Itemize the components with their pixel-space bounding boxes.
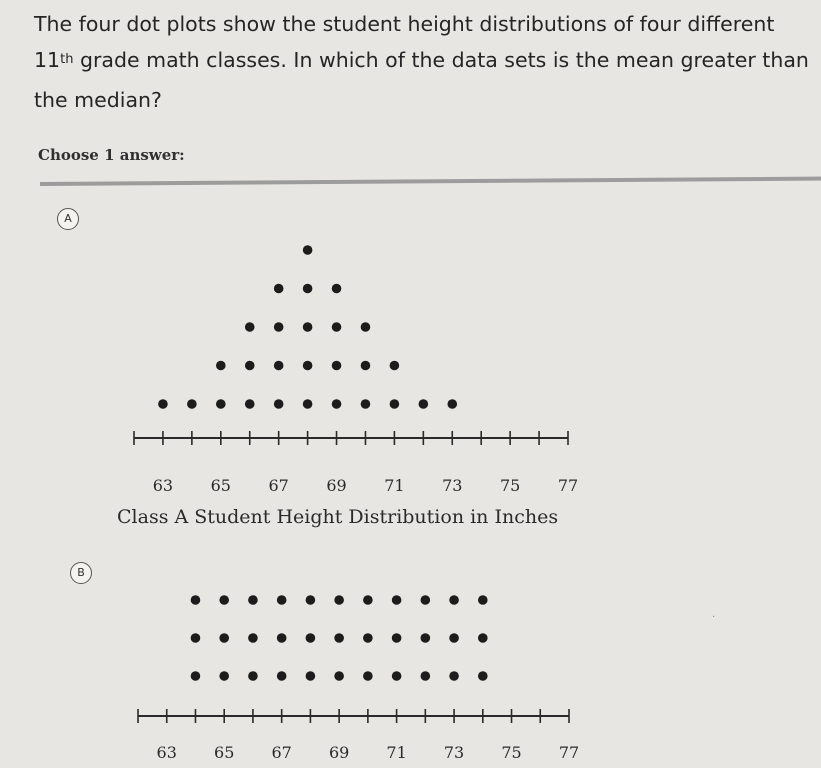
dot-b-x68-2 [306,633,316,643]
dot-b-x64-2 [191,633,201,643]
screen-smudge: ‧ [712,612,716,623]
choose-label: Choose 1 answer: [38,146,185,164]
dot-b-x68-3 [306,595,316,605]
choice-a-letter[interactable]: A [57,208,79,230]
tick-label-a: 75 [499,476,521,495]
dot-b-x66-1 [248,671,258,681]
dot-b-x73-3 [449,595,459,605]
dot-b-x71-1 [392,671,402,681]
dot-b-x70-1 [363,671,373,681]
dot-b-x71-2 [392,633,402,643]
dot-b-x72-3 [421,595,431,605]
question-line-3: the median? [34,88,162,112]
dot-b-x66-3 [248,595,258,605]
dot-b-x68-1 [306,671,316,681]
tick-label-a: 65 [210,476,231,495]
tick-label-a: 73 [442,476,463,495]
question-line-2-rest: grade math classes. In which of the data sets is the mean greater than [73,48,809,72]
dot-b-x70-3 [363,595,373,605]
tick-label-a: 67 [268,476,289,495]
tick-label-a: 71 [384,476,405,495]
tick-label-b: 71 [386,743,407,762]
dot-b-x73-2 [449,633,459,643]
dot-b-x65-3 [219,595,229,605]
tick-label-b: 69 [328,743,350,762]
chart-title-a: Class A Student Height Distribution in Inches [117,506,559,528]
dot-b-x67-3 [277,595,287,605]
grade-suffix: th [60,52,74,67]
tick-label-a: 69 [326,476,347,495]
grade-number: 11 [34,48,61,72]
question-line-1: The four dot plots show the student height distributions of four different [34,12,775,36]
dot-b-x66-2 [248,633,258,643]
dot-b-x69-2 [334,633,344,643]
tick-label-b: 63 [156,743,177,762]
dot-b-x67-2 [277,633,287,643]
tick-label-b: 73 [443,743,465,762]
tick-label-b: 67 [271,743,292,762]
tick-label-b: 77 [558,743,580,762]
dot-b-x74-3 [478,595,488,605]
dot-b-x64-3 [191,595,201,605]
tick-label-a: 63 [152,476,174,495]
dot-b-x67-1 [277,671,287,681]
dot-b-x69-1 [334,671,344,681]
dot-b-x72-1 [421,671,431,681]
dot-b-x72-2 [421,633,431,643]
choice-b-letter[interactable]: B [70,562,92,584]
dot-b-x65-2 [219,633,229,643]
tick-label-b: 75 [501,743,522,762]
dot-b-x65-1 [219,671,229,681]
dot-b-x64-1 [191,671,201,681]
tick-label-b: 65 [214,743,235,762]
dot-b-x70-2 [363,633,373,643]
dot-b-x73-1 [449,671,459,681]
tick-label-a: 77 [557,476,579,495]
dot-b-x71-3 [392,595,402,605]
dot-b-x74-2 [478,633,488,643]
dot-b-x69-3 [334,595,344,605]
dot-b-x74-1 [478,671,488,681]
